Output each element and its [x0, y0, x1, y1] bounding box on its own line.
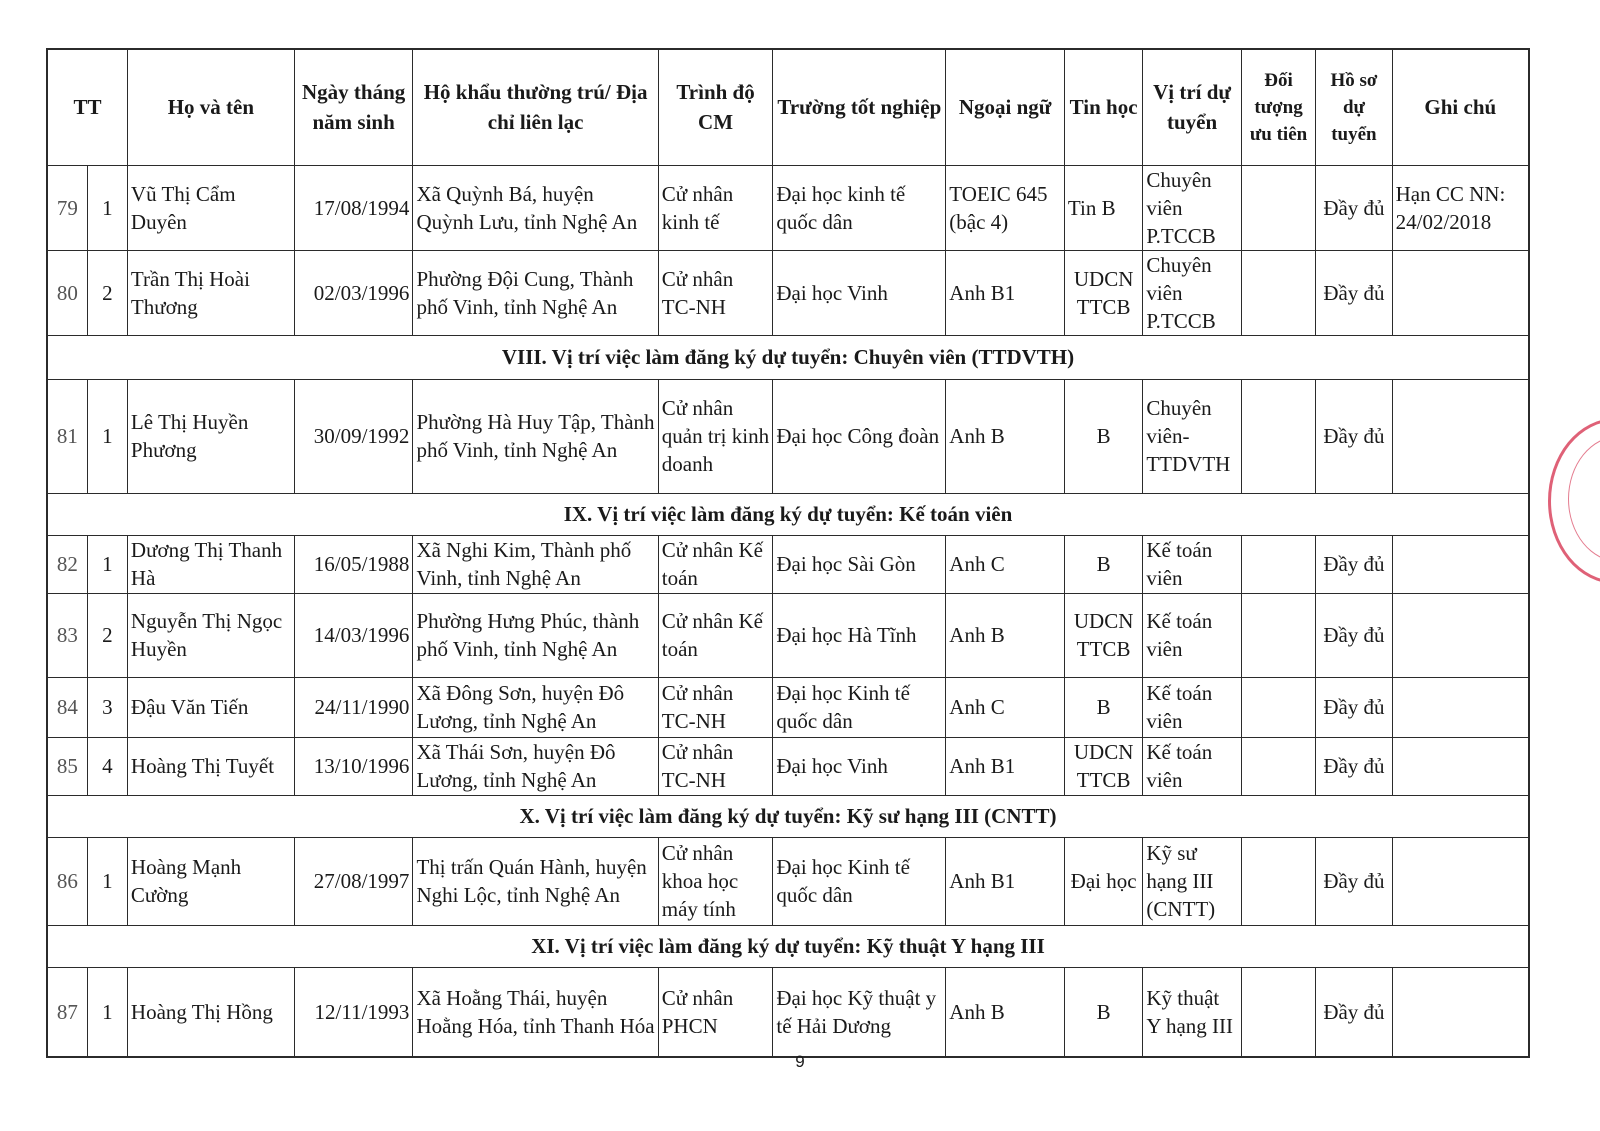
- applicant-name: Vũ Thị Cẩm Duyên: [127, 165, 294, 250]
- position: Kế toán viên: [1143, 535, 1242, 593]
- qualification: Cử nhân PHCN: [658, 967, 773, 1057]
- header-address: Hộ khẩu thường trú/ Địa chỉ liên lạc: [413, 49, 658, 165]
- header-priority: Đối tượng ưu tiên: [1241, 49, 1315, 165]
- table-row: [47, 593, 1529, 677]
- priority: [1241, 593, 1315, 677]
- table-row: [47, 250, 1529, 335]
- applicant-table: [46, 48, 1530, 1058]
- header-language: Ngoại ngữ: [946, 49, 1065, 165]
- row-subnumber: 1: [87, 967, 127, 1057]
- priority: [1241, 535, 1315, 593]
- note: [1392, 967, 1529, 1057]
- section-row: [47, 925, 1529, 967]
- note: [1392, 837, 1529, 925]
- applicant-name: Đậu Văn Tiến: [127, 677, 294, 737]
- school: Đại học kinh tế quốc dân: [773, 165, 946, 250]
- row-subnumber: 1: [87, 165, 127, 250]
- row-subnumber: 1: [87, 379, 127, 493]
- row-number: 87: [47, 967, 87, 1057]
- it-level: Tin B: [1064, 165, 1142, 250]
- table-row: [47, 737, 1529, 795]
- header-tt: TT: [47, 49, 127, 165]
- qualification: Cử nhân khoa học máy tính: [658, 837, 773, 925]
- applicant-name: Dương Thị Thanh Hà: [127, 535, 294, 593]
- row-subnumber: 1: [87, 837, 127, 925]
- dossier-status: Đầy đủ: [1316, 677, 1392, 737]
- applicant-table-container: [46, 48, 1530, 1058]
- table-row: [47, 165, 1529, 250]
- note: [1392, 593, 1529, 677]
- table-row: [47, 379, 1529, 493]
- it-level: UDCN TTCB: [1064, 737, 1142, 795]
- header-row: [47, 49, 1529, 165]
- row-number: 84: [47, 677, 87, 737]
- header-qualification: Trình độ CM: [658, 49, 773, 165]
- table-row: [47, 967, 1529, 1057]
- table-row: [47, 677, 1529, 737]
- school: Đại học Kinh tế quốc dân: [773, 837, 946, 925]
- birth-date: 14/03/1996: [294, 593, 413, 677]
- position: Chuyên viên-TTDVTH: [1143, 379, 1242, 493]
- address: Phường Hưng Phúc, thành phố Vinh, tỉnh Nghệ An: [413, 593, 658, 677]
- applicant-name: Lê Thị Huyền Phương: [127, 379, 294, 493]
- dossier-status: Đầy đủ: [1316, 379, 1392, 493]
- it-level: B: [1064, 535, 1142, 593]
- language: Anh B1: [946, 737, 1065, 795]
- it-level: UDCN TTCB: [1064, 250, 1142, 335]
- header-it: Tin học: [1064, 49, 1142, 165]
- row-number: 85: [47, 737, 87, 795]
- language: Anh B1: [946, 250, 1065, 335]
- table-row: [47, 535, 1529, 593]
- school: Đại học Kinh tế quốc dân: [773, 677, 946, 737]
- address: Xã Đông Sơn, huyện Đô Lương, tỉnh Nghệ An: [413, 677, 658, 737]
- position: Chuyên viên P.TCCB: [1143, 165, 1242, 250]
- dossier-status: Đầy đủ: [1316, 593, 1392, 677]
- language: TOEIC 645 (bậc 4): [946, 165, 1065, 250]
- row-number: 79: [47, 165, 87, 250]
- position: Kế toán viên: [1143, 677, 1242, 737]
- section-row: [47, 335, 1529, 379]
- birth-date: 27/08/1997: [294, 837, 413, 925]
- header-school: Trường tốt nghiệp: [773, 49, 946, 165]
- position: Kỹ sư hạng III (CNTT): [1143, 837, 1242, 925]
- priority: [1241, 737, 1315, 795]
- dossier-status: Đầy đủ: [1316, 837, 1392, 925]
- position: Kế toán viên: [1143, 593, 1242, 677]
- school: Đại học Sài Gòn: [773, 535, 946, 593]
- note: [1392, 677, 1529, 737]
- address: Xã Thái Sơn, huyện Đô Lương, tỉnh Nghệ An: [413, 737, 658, 795]
- birth-date: 17/08/1994: [294, 165, 413, 250]
- header-dossier: Hồ sơ dự tuyển: [1316, 49, 1392, 165]
- position: Kỹ thuật Y hạng III: [1143, 967, 1242, 1057]
- qualification: Cử nhân TC-NH: [658, 677, 773, 737]
- dossier-status: Đầy đủ: [1316, 737, 1392, 795]
- row-number: 83: [47, 593, 87, 677]
- language: Anh B1: [946, 837, 1065, 925]
- address: Phường Hà Huy Tập, Thành phố Vinh, tỉnh Nghệ An: [413, 379, 658, 493]
- row-subnumber: 2: [87, 250, 127, 335]
- priority: [1241, 967, 1315, 1057]
- position: Kế toán viên: [1143, 737, 1242, 795]
- applicant-name: Trần Thị Hoài Thương: [127, 250, 294, 335]
- language: Anh B: [946, 967, 1065, 1057]
- row-subnumber: 2: [87, 593, 127, 677]
- row-subnumber: 1: [87, 535, 127, 593]
- section-row: [47, 493, 1529, 535]
- school: Đại học Vinh: [773, 250, 946, 335]
- row-number: 81: [47, 379, 87, 493]
- priority: [1241, 677, 1315, 737]
- birth-date: 30/09/1992: [294, 379, 413, 493]
- qualification: Cử nhân TC-NH: [658, 737, 773, 795]
- address: Xã Hoằng Thái, huyện Hoằng Hóa, tỉnh Thanh Hóa: [413, 967, 658, 1057]
- header-note: Ghi chú: [1392, 49, 1529, 165]
- applicant-name: Hoàng Thị Tuyết: [127, 737, 294, 795]
- row-subnumber: 3: [87, 677, 127, 737]
- section-title: VIII. Vị trí việc làm đăng ký dự tuyển: Chuyên viên (TTDVTH): [47, 335, 1529, 379]
- language: Anh C: [946, 677, 1065, 737]
- dossier-status: Đầy đủ: [1316, 165, 1392, 250]
- row-subnumber: 4: [87, 737, 127, 795]
- dossier-status: Đầy đủ: [1316, 967, 1392, 1057]
- priority: [1241, 165, 1315, 250]
- dossier-status: Đầy đủ: [1316, 535, 1392, 593]
- dossier-status: Đầy đủ: [1316, 250, 1392, 335]
- birth-date: 16/05/1988: [294, 535, 413, 593]
- priority: [1241, 837, 1315, 925]
- school: Đại học Công đoàn: [773, 379, 946, 493]
- qualification: Cử nhân quản trị kinh doanh: [658, 379, 773, 493]
- it-level: B: [1064, 967, 1142, 1057]
- priority: [1241, 250, 1315, 335]
- note: [1392, 535, 1529, 593]
- applicant-name: Hoàng Mạnh Cường: [127, 837, 294, 925]
- section-title: X. Vị trí việc làm đăng ký dự tuyển: Kỹ sư hạng III (CNTT): [47, 795, 1529, 837]
- applicant-name: Hoàng Thị Hồng: [127, 967, 294, 1057]
- it-level: B: [1064, 677, 1142, 737]
- it-level: UDCN TTCB: [1064, 593, 1142, 677]
- note: [1392, 250, 1529, 335]
- note: [1392, 379, 1529, 493]
- applicant-name: Nguyễn Thị Ngọc Huyền: [127, 593, 294, 677]
- address: Phường Đội Cung, Thành phố Vinh, tỉnh Nghệ An: [413, 250, 658, 335]
- page-number: 9: [795, 1052, 805, 1071]
- header-position: Vị trí dự tuyển: [1143, 49, 1242, 165]
- it-level: B: [1064, 379, 1142, 493]
- language: Anh C: [946, 535, 1065, 593]
- row-number: 80: [47, 250, 87, 335]
- it-level: Đại học: [1064, 837, 1142, 925]
- birth-date: 02/03/1996: [294, 250, 413, 335]
- qualification: Cử nhân Kế toán: [658, 593, 773, 677]
- birth-date: 12/11/1993: [294, 967, 413, 1057]
- address: Thị trấn Quán Hành, huyện Nghi Lộc, tỉnh Nghệ An: [413, 837, 658, 925]
- address: Xã Quỳnh Bá, huyện Quỳnh Lưu, tỉnh Nghệ An: [413, 165, 658, 250]
- row-number: 86: [47, 837, 87, 925]
- position: Chuyên viên P.TCCB: [1143, 250, 1242, 335]
- header-name: Họ và tên: [127, 49, 294, 165]
- priority: [1241, 379, 1315, 493]
- address: Xã Nghi Kim, Thành phố Vinh, tỉnh Nghệ An: [413, 535, 658, 593]
- qualification: Cử nhân kinh tế: [658, 165, 773, 250]
- birth-date: 13/10/1996: [294, 737, 413, 795]
- school: Đại học Kỹ thuật y tế Hải Dương: [773, 967, 946, 1057]
- note: [1392, 737, 1529, 795]
- qualification: Cử nhân Kế toán: [658, 535, 773, 593]
- section-title: XI. Vị trí việc làm đăng ký dự tuyển: Kỹ thuật Y hạng III: [47, 925, 1529, 967]
- table-row: [47, 837, 1529, 925]
- birth-date: 24/11/1990: [294, 677, 413, 737]
- header-dob: Ngày tháng năm sinh: [294, 49, 413, 165]
- school: Đại học Hà Tĩnh: [773, 593, 946, 677]
- language: Anh B: [946, 379, 1065, 493]
- section-title: IX. Vị trí việc làm đăng ký dự tuyển: Kế toán viên: [47, 493, 1529, 535]
- school: Đại học Vinh: [773, 737, 946, 795]
- section-row: [47, 795, 1529, 837]
- qualification: Cử nhân TC-NH: [658, 250, 773, 335]
- note: Hạn CC NN: 24/02/2018: [1392, 165, 1529, 250]
- row-number: 82: [47, 535, 87, 593]
- language: Anh B: [946, 593, 1065, 677]
